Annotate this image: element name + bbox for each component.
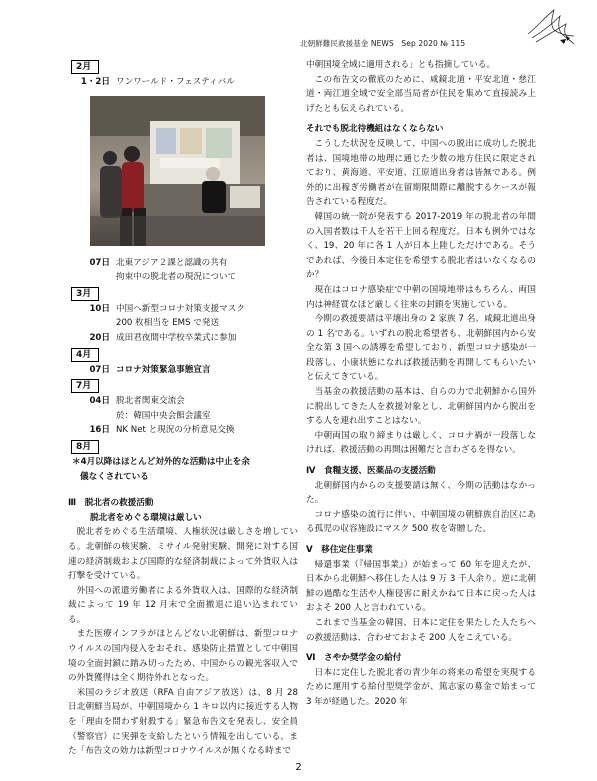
- newsletter-header: 北朝鮮難民救援基金 NEWS Sep 2020 № 115: [300, 39, 466, 48]
- event-row: [68, 423, 298, 438]
- body-paragraph: 北朝鮮国内からの支援要請は無く、今期の活動はなかった。: [306, 480, 536, 506]
- event-text: 拘束中の脱北者の現況について: [116, 272, 237, 283]
- event-date: 1・2日: [80, 77, 110, 87]
- body-paragraph: 今期の救援要請は平壌出身の 2 家族 7 名、咸鏡北道出身の 1 名である。いずれの脱北希望者も、北朝鮮国内から安全な第 3 国への誘導を希望しており、新型コロナ感染が一段落し、小康状態になれば救援活動を再開してもらいたいと伝えてきている。: [306, 314, 536, 383]
- event-date: 07日: [89, 257, 110, 268]
- body-paragraph: 中朝国境全域に適用される」とも指摘している。: [306, 60, 496, 70]
- event-row: [68, 270, 298, 285]
- event-text: 於：韓国中央会館会議室: [116, 410, 211, 421]
- event-text: ワンワールド・フェスティバル: [116, 77, 235, 87]
- month-label-feb: 2月: [71, 60, 99, 74]
- body-paragraph: 帰還事業（『帰国事業』）が始まって 60 年を迎えたが、日本から北朝鮮へ移住した人は 9 万 3 千人余り。逆に北朝鮮の過酷な生活や人権侵害に耐えかねて日本に戻った人はおよそ 200 人と言われている。: [306, 559, 536, 614]
- activity-suspended-note: ＊4月以降はほとんど対外的な活動は中止を余: [72, 456, 250, 467]
- festival-booth-photo: [90, 96, 265, 246]
- body-paragraph: これまで当基金の韓国、日本に定住を果たした人たちへの救援活動は、合わせておよそ 200 人をこえている。: [306, 617, 536, 643]
- event-text: 成田君夜間中学校卒業式に参加: [116, 332, 237, 343]
- event-row: [68, 331, 298, 346]
- activity-suspended-note: 儀なくされている: [80, 471, 149, 482]
- body-paragraph: コロナ感染の流行に伴い、中朝国境の朝鮮族自治区にある孤児の収容施設にマスク 500 枚を寄贈した。: [306, 509, 536, 535]
- event-date: 10日: [89, 303, 110, 314]
- body-paragraph: 現在はコロナ感染症で中朝の国境地帯はもちろん、両国内は神経質なほど厳しく往来の封鎖を実施している。: [306, 284, 536, 310]
- event-text: コロナ対策緊急事態宣言: [116, 364, 211, 375]
- event-text: 中国へ新型コロナ対策支援マスク: [116, 303, 245, 314]
- section-subheading: 脱北者をめぐる環境は厳しい: [90, 512, 202, 523]
- body-paragraph: 脱北者をめぐる生活環境、人権状況は厳しさを増している。北朝鮮の核実験、ミサイル発射実験、開発に対する国連の経済制裁および国際的な経済制裁によって外貨収入は打撃を受けている。: [68, 527, 298, 582]
- left-column: [68, 58, 298, 759]
- body-paragraph: 米国のラジオ放送（RFA 自由アジア放送）は、8 月 28 日北朝鮮当局が、中朝国境から 1 キロ以内に接近する人物を「理由を問わず射殺する」緊急布告文を発表し、安全員（警察官）に実弾を支給したという情報を出している。また「布告文の効力は新型コロナウイルスが無くなる時まで: [68, 687, 298, 757]
- body-paragraph: 韓国の統一院が発表する 2017-2019 年の脱北者の年間の入国者数は千人を若干上回る程度だ。日本も例外ではなく、19、20 年に各 1 人が日本上陸しただけである。そうであれば、今後日本定住を希望する脱北者はいなくなるのか？: [306, 211, 536, 281]
- body-paragraph: 外国への派遣労働者による外貨収入は、国際的な経済制裁によって 19 年 12 月末で全面撤退に追い込まれている。: [68, 585, 298, 625]
- section-heading: Ⅴ 移住定住事業: [306, 545, 373, 555]
- body-paragraph: 当基金の救援活動の基本は、自らの力で北朝鮮から国外に脱出してきた人を救援対象とし、北朝鮮国内から脱出をする人を連れ出すことはない。: [306, 387, 536, 427]
- event-row: [68, 363, 298, 378]
- month-label-aug: 8月: [71, 440, 99, 454]
- body-paragraph: この布告文の徹底のために、咸鏡北道・平安北道・慈江道・両江道全域で安全部当局者が住民を集めて直接読み上げたとも伝えられている。: [306, 74, 536, 114]
- event-date: 20日: [89, 332, 110, 343]
- event-date: 07日: [89, 364, 110, 375]
- month-label-jul: 7月: [71, 379, 99, 393]
- event-text: 脱北者関東交流会: [116, 396, 185, 407]
- event-row: [68, 394, 298, 409]
- section-heading: Ⅲ 脱北者の救援活動: [68, 498, 154, 509]
- month-label-apr: 4月: [71, 348, 99, 362]
- event-row: [68, 302, 298, 317]
- event-text: 200 枚相当を EMS で発送: [116, 318, 220, 329]
- event-text: 北東アジア２課と認識の共有: [116, 257, 228, 268]
- body-paragraph: 中朝両国の取り締まりは厳しく、コロナ禍が一段落しなければ、救援活動の再開は困難だと言わざるを得ない。: [306, 430, 536, 456]
- photo-illustration: [90, 96, 265, 246]
- right-column: [306, 58, 536, 710]
- body-paragraph: また医療インフラがほとんどない北朝鮮は、新型コロナウイルスの国内侵入をおそれ、感染防止措置として中朝国境の全面封鎖に踏み切ったため、中国からの観光客収入での外貨獲得は全く期待外れとなった。: [68, 629, 298, 684]
- body-paragraph: こうした状況を反映して、中国への脱出に成功した脱北者は、国境地帯の地理に通じた少数の地方住民に限定されており、黄海道、平安道、江原道出身者は皆無である。例外的に出稼ぎ労働者が在留期限間際に離脱するケースが報告されている程度だ。: [306, 138, 536, 208]
- section-heading: それでも脱北待機組はなくならない: [306, 124, 444, 135]
- event-text: NK Net と現況の分析意見交換: [116, 425, 235, 436]
- bird-logo-icon: [524, 6, 578, 50]
- event-date: 04日: [89, 396, 110, 407]
- event-row: [68, 75, 298, 90]
- month-label-mar: 3月: [71, 287, 99, 301]
- event-date: [68, 270, 116, 285]
- body-paragraph: 日本に定住した脱北者の青少年の将来の希望を実現するために運用する給付型奨学金が、篤志家の募金で始まって 3 年が経過した。2020 年: [306, 667, 536, 707]
- event-date: 16日: [89, 425, 110, 436]
- page-number: 2: [295, 762, 302, 773]
- event-row: [68, 256, 298, 271]
- event-row: [68, 316, 298, 331]
- event-date: [68, 409, 116, 424]
- section-heading: Ⅳ 食糧支援、医薬品の支援活動: [306, 466, 436, 477]
- event-row: [68, 409, 298, 424]
- section-heading: Ⅵ さやか奨学金の給付: [306, 653, 402, 664]
- event-date: [68, 316, 116, 331]
